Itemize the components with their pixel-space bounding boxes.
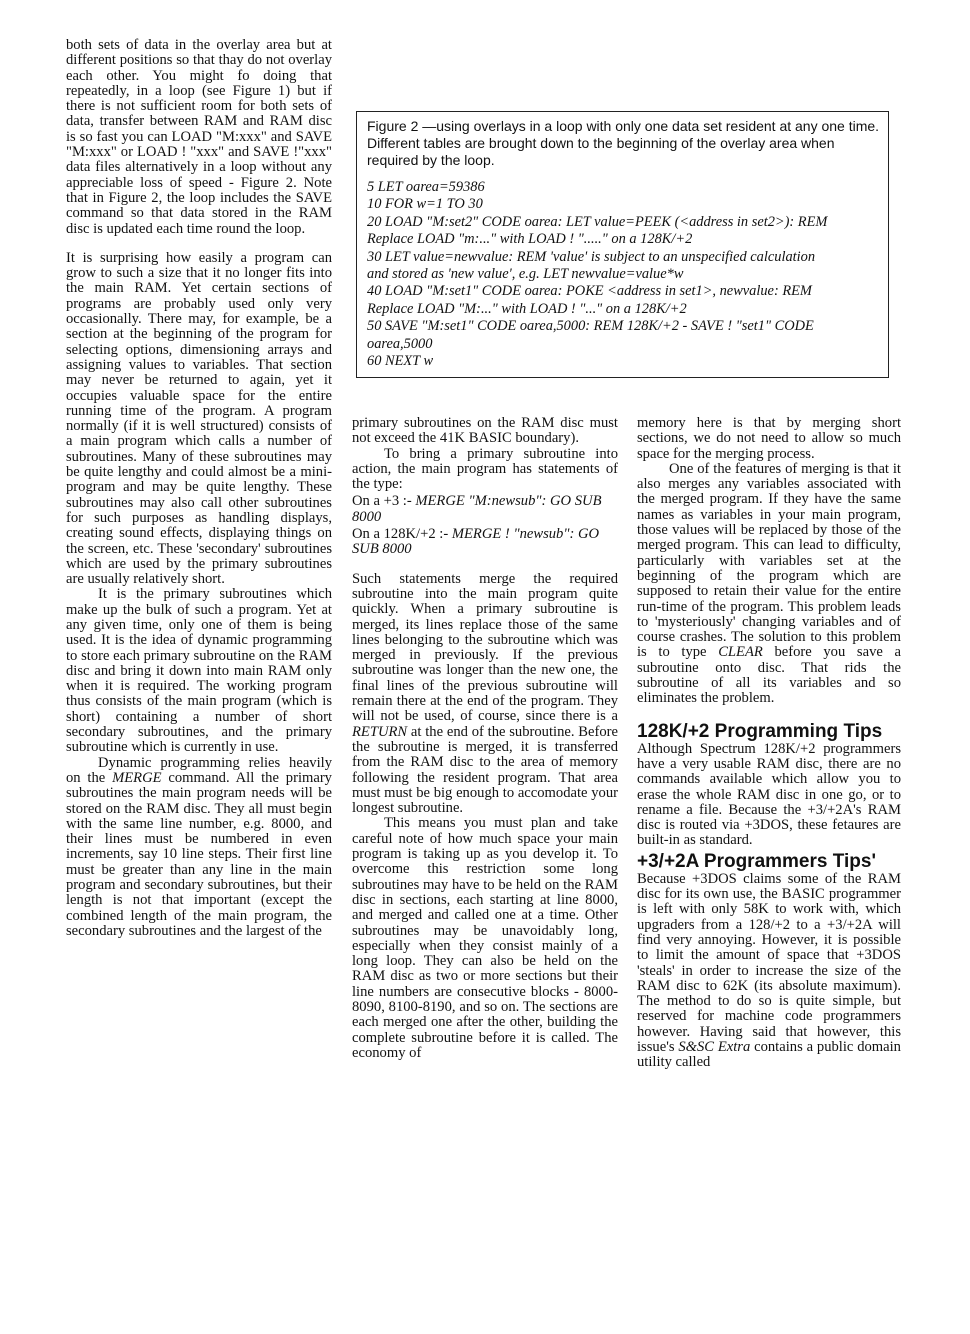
emphasis-text: S&SC Extra <box>678 1038 751 1055</box>
paragraph: both sets of data in the overlay area but at different positions so that thay do not overlay each other. You might fo doing that repeatedly, in a loop (see Figure 1) but if there is not sufficient room for both sets of data, transfer between RAM and RAM disc is so fast you can LOAD "M:xxx" and SAVE "M:xxx" or LOAD ! "xxx" and SAVE !"xxx" data files alternatively in a loop without any appreciable loss of speed - Figure 2. Note that in Figure 2, the loop includes the SAVE command so that data stored in the RAM disc is updated each time round the loop. <box>66 37 332 237</box>
paragraph-text: Dynamic programming relies heavily on the <box>66 754 332 786</box>
paragraph-text: Such statements merge the required subroutine into the main program quite quickly. When a primary subroutine is merged, its lines replace those of the same lines belonging to the subroutine which was merged in previously. If the previous subroutine was longer than the new one, the final lines of the previous subroutine will remain there at the end of the program. They will not be used, of course, since there is a <box>352 570 618 725</box>
paragraph: Although Spectrum 128K/+2 programmers have a very usable RAM disc, there are no commands available which allow you to erase the whole RAM disc in one go, or to rename a file. Because the +3/+2A's RAM disc is routed via +3DOS, these fetaures are built-in as standard. <box>637 740 901 849</box>
figure-caption: Figure 2 —using overlays in a loop with only one data set resident at any one time. Different tables are brought down to the beginning of the overlay area when required by the loop. <box>367 118 880 168</box>
code-line: 30 LET value=newvalue: REM 'value' is subject to an unspecified calculation <box>367 248 816 265</box>
code-line: Replace LOAD "M:..." with LOAD ! "..." on a 128K/+2 <box>367 300 687 317</box>
code-line: 5 LET oarea=59386 <box>367 179 485 195</box>
paragraph <box>637 872 901 1071</box>
code-prefix: On a 128K/+2 :- <box>352 526 452 543</box>
code-line: oarea,5000 <box>367 335 433 352</box>
figure-2-box <box>356 111 889 378</box>
code-line: 50 SAVE "M:set1" CODE oarea,5000: REM 128K/+2 - SAVE ! "set1" CODE <box>367 318 814 335</box>
paragraph: To bring a primary subroutine into action, the main program has statements of the type: <box>352 445 618 493</box>
section-heading: +3/+2A Programmers Tips' <box>637 850 876 872</box>
code-statement <box>352 494 618 525</box>
text-column-right <box>637 416 901 1071</box>
paragraph: It is surprising how easily a program can grow to such a size that it no longer fits into the main RAM. Yet certain sections of programs are probably used only very occasionally. There may, for example, be a section at the beginning of the program for selecting options, dimensioning arrays and assigning values to variables. That section may never be returned to again, yet it occupies valuable space for the entire running time of the program. A program normally (if it is well structured) consists of a main program which calls a number of subroutines. Many of these subroutines may be quite lengthy and could almost be a mini-program and may be quite lengthy. These subroutines may also call other subroutines for such purposes as handling displays, creating sound effects, displaying things on the screen, etc. These 'secondary' subroutines which are used by the primary subroutines are usually relatively short. <box>66 249 332 588</box>
code-line: Replace LOAD "m:..." with LOAD ! "....." on a 128K/+2 <box>367 231 693 248</box>
text-column-left <box>66 38 332 939</box>
paragraph <box>352 572 618 817</box>
paragraph: memory here is that by merging short sections, we do not need to allow so much space for the merging process. <box>637 415 901 462</box>
paragraph-text: contains a public domain utility called <box>637 1038 901 1071</box>
section-heading: 128K/+2 Programming Tips <box>637 720 883 742</box>
code-line: 40 LOAD "M:set1" CODE oarea: POKE <address in set1>, newvalue: REM <box>367 283 812 300</box>
code-listing <box>367 179 880 370</box>
code-line: 20 LOAD "M:set2" CODE oarea: LET value=PEEK (<address in set2>): REM <box>367 213 828 230</box>
paragraph-text: before you save a subroutine onto disc. That rids the subroutine of all its variables and so eliminates the problem. <box>637 644 901 707</box>
paragraph-text: Because +3DOS claims some of the RAM disc for its own use, the BASIC programmer is left with only 58K to work with, which upgraders from a 128/+2 to a +3/+2A will find very annoying. However, it is possible to limit the amount of space that +3DOS 'steals' in order to increase the size of the RAM disc to 62K (its absolute maximum). The method to do so is quite simple, but reserved for machine code programmers however. Having said that however, this issue's <box>637 870 901 1055</box>
paragraph: This means you must plan and take careful note of how much space your main program is taking up as you develop it. To overcome this restriction some long subroutines may have to be held on the RAM disc in sections, each starting at line 8000, and merged and called one at a time. Other subroutines may be unavoidably long, especially when they consist mainly of a long loop. They can also be held on the RAM disc as two or more sections but their line numbers are consecutive blocks - 8000-8090, 8100-8190, and so on. The sections are each merged one after the other, building the complete subroutine before it is called. The economy of <box>352 815 618 1061</box>
emphasis-text: MERGE <box>112 769 162 786</box>
emphasis-text: CLEAR <box>718 644 763 661</box>
emphasis-text: RETURN <box>352 723 408 740</box>
paragraph-text: command. All the primary subroutines the main program needs will be stored on the RAM disc. They all must begin with the same line number, e.g. 8000, and their lines must be numbered in even increments, say 10 line steps. Their first line must be greater than any line in the main program and secondary subroutines, but their length is not that important (except the combined length of the main program, the secondary subroutines and the largest of the <box>66 769 332 939</box>
paragraph-text: at the end of the subroutine. Before the subroutine is merged, it is transferred from the RAM disc to the area of memory following the resident program. That area must must be big enough to accomodate your longest subroutine. <box>352 723 618 817</box>
code-statement <box>352 527 618 558</box>
text-column-middle <box>352 416 618 1061</box>
paragraph <box>637 462 901 707</box>
paragraph: primary subroutines on the RAM disc must not exceed the 41K BASIC boundary). <box>352 415 618 447</box>
code-text: MERGE "M:newsub": GO SUB 8000 <box>352 493 602 525</box>
code-line: 60 NEXT w <box>367 353 434 370</box>
code-line: 10 FOR w=1 TO 30 <box>367 196 483 213</box>
paragraph-text: One of the features of merging is that it also merges any variables associated with the merged program. If they have the same names as variables in your main program, those values will be replaced by those of the merged program. This can lead to difficulty, particularly with variables set at the beginning of the program which are supposed to retain their value for the entire run-time of the program. This problem leads to 'mysteriously' changing variables and of course crashes. The solution to this problem is to type <box>637 460 901 661</box>
code-prefix: On a +3 :- <box>352 493 416 510</box>
paragraph <box>66 756 332 940</box>
paragraph: It is the primary subroutines which make up the bulk of such a program. Yet at any given time, only one of them is being used. It is the idea of dynamic programming to store each primary subroutine on the RAM disc and bring it down into main RAM only when it is required. The working program thus consists of the main program (which is short) containing a number of short secondary subroutines, and the primary subroutine which is currently in use. <box>66 586 332 756</box>
code-line: and stored as 'new value', e.g. LET newvalue=value*w <box>367 266 684 283</box>
code-text: MERGE ! "newsub": GO SUB 8000 <box>352 526 600 558</box>
